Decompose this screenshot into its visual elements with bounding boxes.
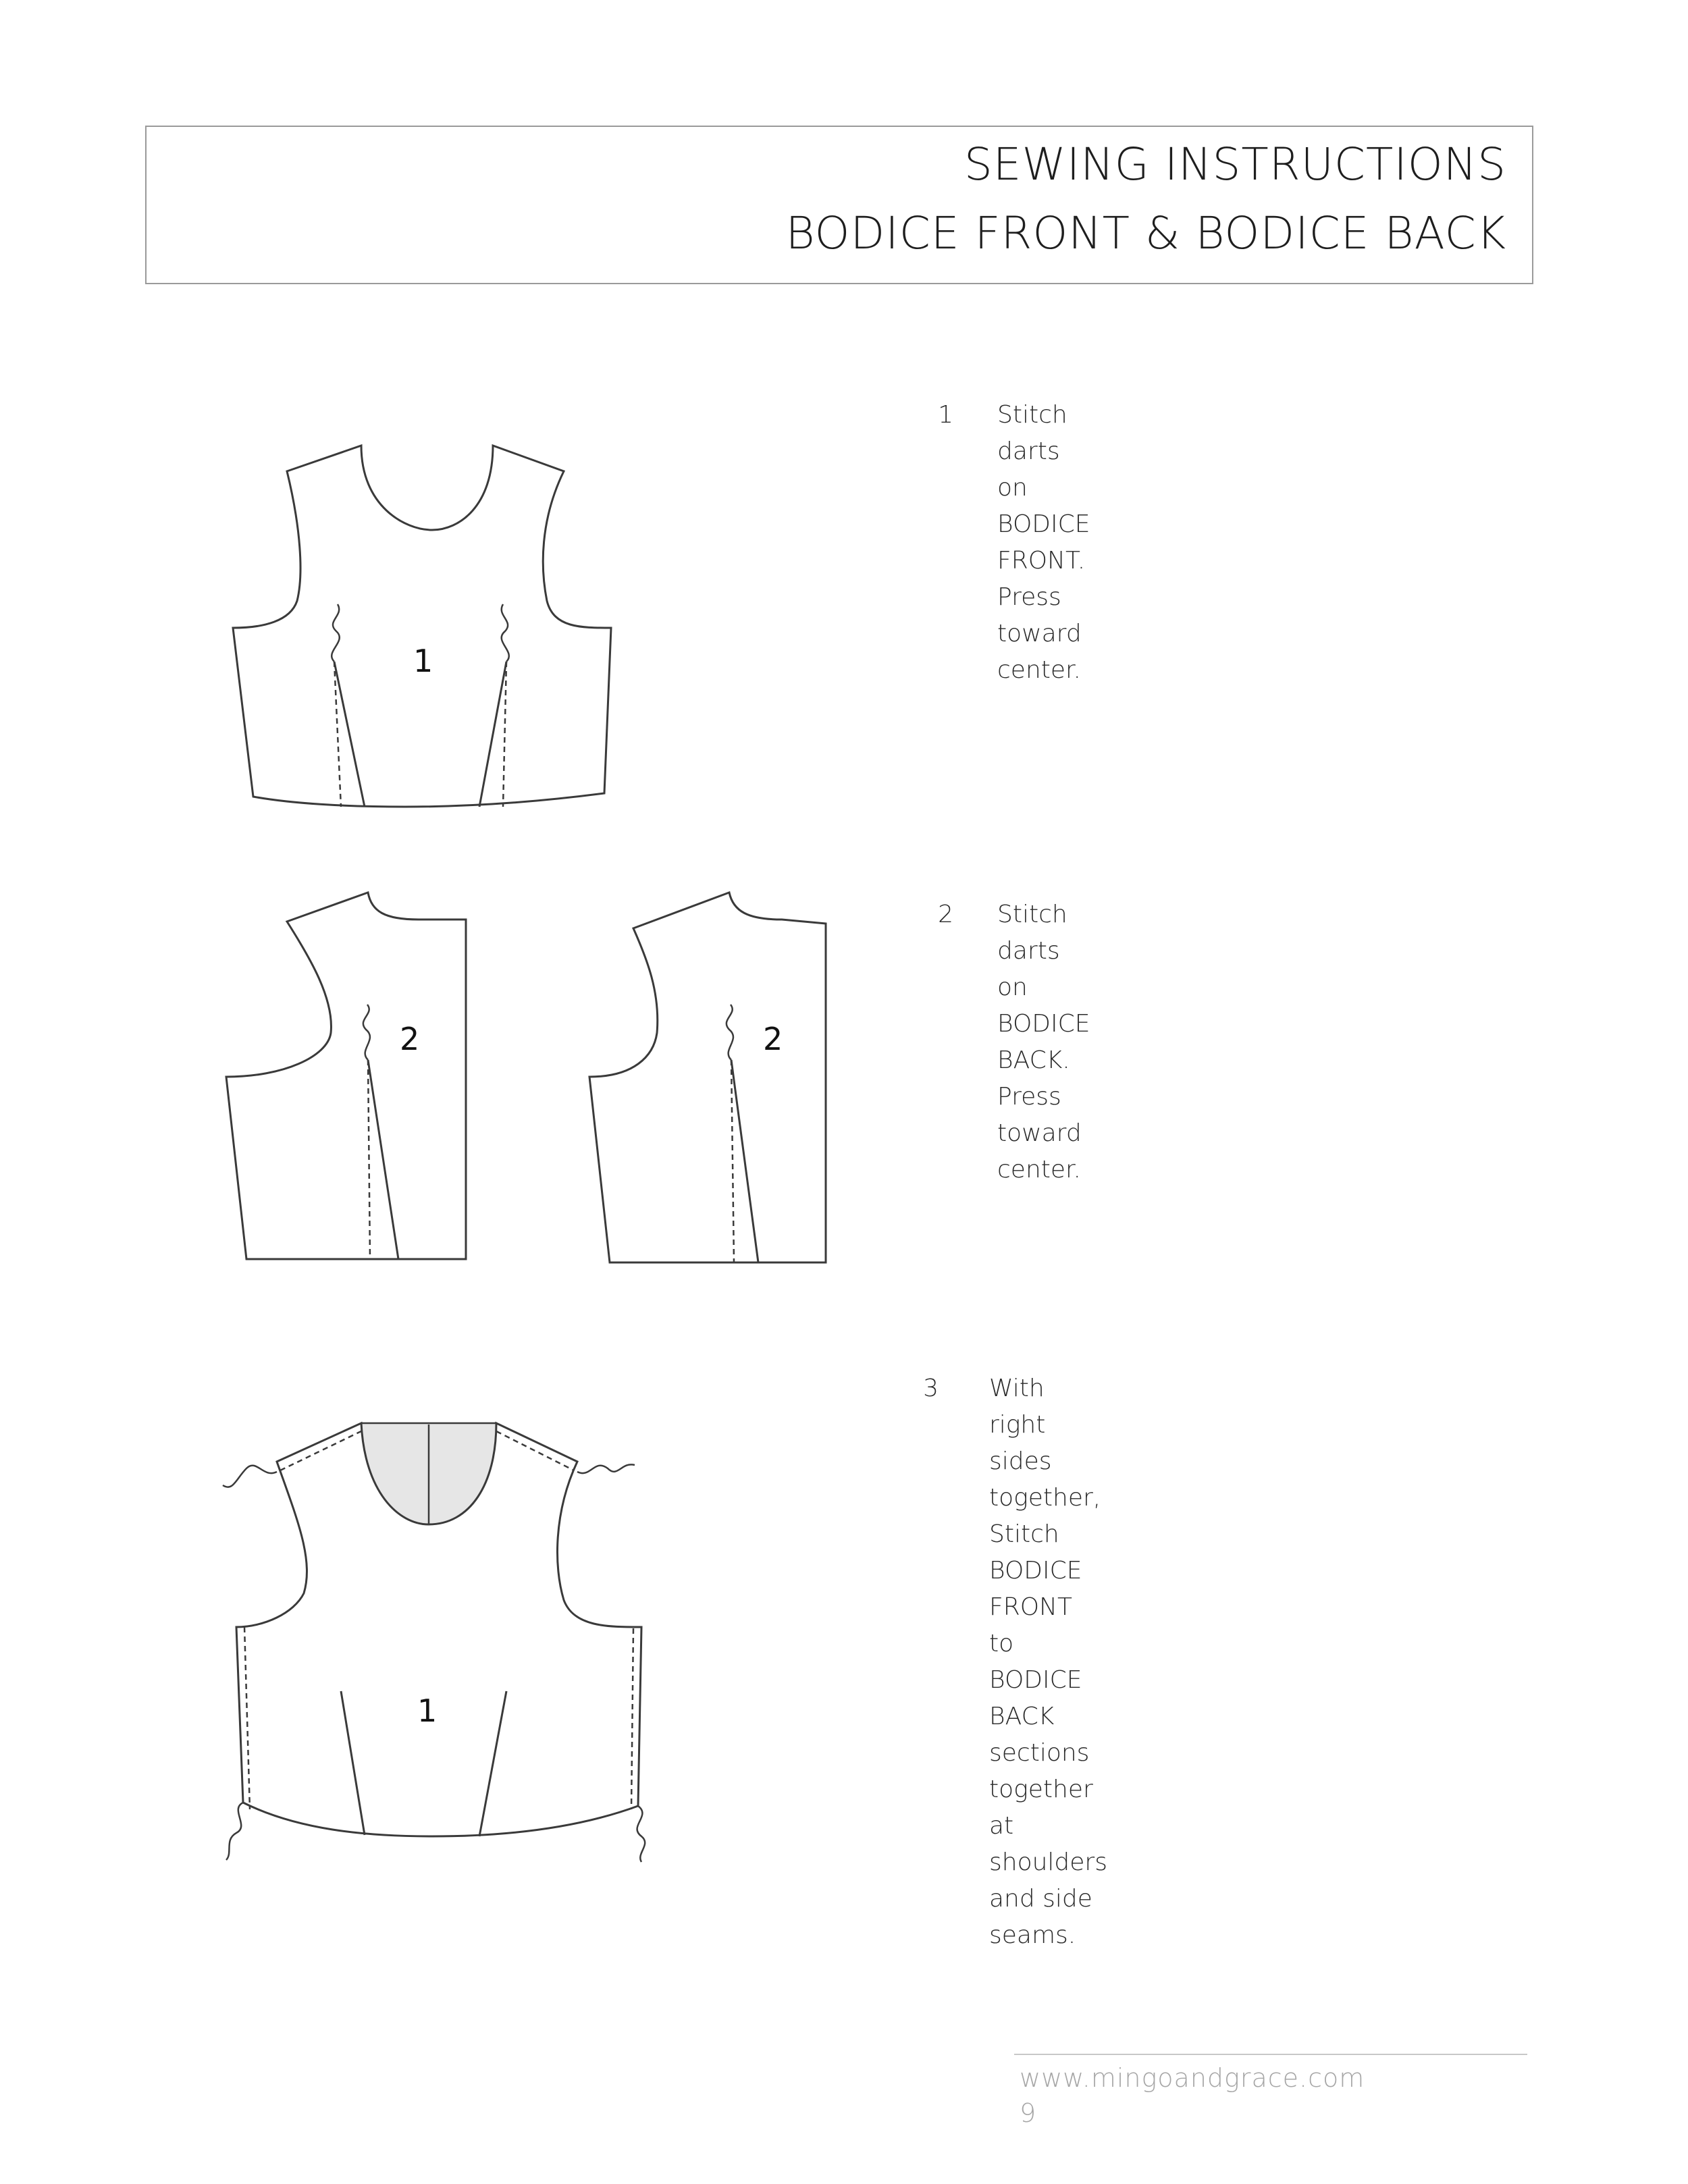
right-dart bbox=[479, 662, 506, 807]
step-number: 1 bbox=[938, 401, 953, 429]
header-box bbox=[145, 126, 1533, 284]
step-number: 2 bbox=[938, 901, 953, 928]
figure-label: 1 bbox=[413, 643, 433, 679]
step-text: Stitch darts on BODICE FRONT. Press toward center. bbox=[997, 401, 1090, 684]
back-left-dart-thread bbox=[363, 1005, 370, 1060]
figure-label: 2 bbox=[763, 1021, 783, 1057]
right-shoulder-thread bbox=[577, 1464, 635, 1473]
right-hem-thread bbox=[637, 1806, 645, 1862]
step-text: Stitch darts on BODICE BACK. Press toward center. bbox=[997, 901, 1090, 1183]
left-dart-thread bbox=[332, 604, 340, 662]
bodice-back-right-outline bbox=[589, 893, 826, 1262]
bodice-front-outline bbox=[233, 446, 611, 807]
page-subtitle: BODICE FRONT & BODICE BACK bbox=[785, 207, 1506, 259]
right-dart bbox=[479, 1691, 506, 1836]
right-dart-thread bbox=[502, 604, 509, 662]
left-shoulder-stitch bbox=[280, 1431, 361, 1470]
left-shoulder-thread bbox=[223, 1466, 277, 1487]
left-dart-stitch bbox=[334, 662, 341, 807]
step-text: With right sides together, Stitch BODICE FRONT to BODICE BACK sections together at shoulders and side seams. bbox=[989, 1375, 1107, 1949]
back-right-dart bbox=[731, 1060, 758, 1262]
back-right-dart-stitch bbox=[731, 1060, 734, 1262]
right-dart-stitch bbox=[503, 662, 506, 807]
figure-label: 1 bbox=[417, 1693, 438, 1729]
figure-label: 2 bbox=[400, 1021, 420, 1057]
page-title: SEWING INSTRUCTIONS bbox=[964, 138, 1506, 190]
left-dart bbox=[334, 662, 365, 807]
left-dart bbox=[341, 1691, 365, 1835]
left-side-stitch bbox=[244, 1627, 250, 1809]
bodice-front-diagram bbox=[223, 439, 628, 817]
bodice-back-right-diagram bbox=[586, 884, 843, 1276]
back-left-dart-stitch bbox=[368, 1060, 370, 1259]
bodice-back-left-outline bbox=[226, 893, 466, 1259]
step-number: 3 bbox=[923, 1375, 939, 1402]
back-right-dart-thread bbox=[727, 1005, 733, 1060]
back-left-dart bbox=[368, 1060, 398, 1259]
assembled-bodice-diagram bbox=[196, 1411, 655, 1870]
bodice-back-left-diagram bbox=[223, 884, 479, 1276]
right-shoulder-stitch bbox=[496, 1431, 574, 1470]
footer-divider bbox=[1014, 2054, 1527, 2055]
left-hem-thread bbox=[226, 1803, 243, 1860]
right-side-stitch bbox=[631, 1628, 633, 1809]
page-number: 9 bbox=[1020, 2098, 1036, 2128]
footer-url[interactable]: www.mingoandgrace.com bbox=[1020, 2063, 1365, 2093]
